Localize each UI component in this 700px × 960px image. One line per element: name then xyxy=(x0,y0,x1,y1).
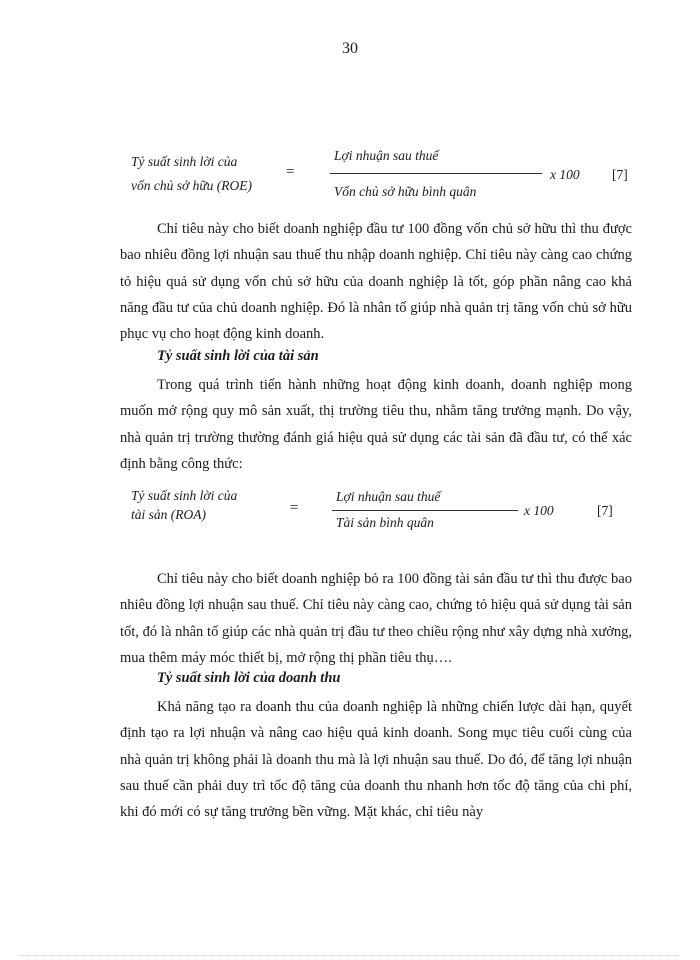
heading-roa: Tỷ suất sinh lời của tài sản xyxy=(157,348,319,364)
formula-roe-reference: [7] xyxy=(612,167,628,182)
paragraph-roa-intro: Trong quá trình tiến hành những hoạt động kinh doanh, doanh nghiệp mong muốn mở rộng quy mô sản xuất, thị trường tiêu thu, nhằm tăng trưởng mạnh. Do vậy, nhà quản trị trường thường đánh giá hiệu quả sử dụng các tài sản đã đầu tư, có thể xác định bằng công thức: xyxy=(120,377,632,472)
formula-roe-denominator: Vốn chủ sở hữu bình quân xyxy=(334,184,477,199)
formula-roa-denominator: Tài sản bình quân xyxy=(336,515,434,530)
page-number: 30 xyxy=(342,40,358,57)
formula-roe-label-line1: Tỷ suất sinh lời của xyxy=(131,154,238,169)
formula-roa-label xyxy=(131,486,237,524)
formula-roe xyxy=(0,150,700,210)
formula-roa xyxy=(0,486,700,546)
formula-roe-label-line2: vốn chủ sở hữu (ROE) xyxy=(131,178,253,193)
heading-ros: Tỷ suất sinh lời của doanh thu xyxy=(157,670,341,686)
formula-roa-numerator: Lợi nhuận sau thuế xyxy=(336,489,441,504)
formula-roa-label-line2: tài sản (ROA) xyxy=(131,507,206,522)
formula-roa-label-line1: Tỷ suất sinh lời của xyxy=(131,488,238,503)
paragraph-roe: Chỉ tiêu này cho biết doanh nghiệp đầu tư 100 đồng vốn chủ sở hữu thì thu được bao nhiêu đồng lợi nhuận sau thuế thu nhập doanh nghiệp. Chỉ tiêu này càng cao chứng tỏ hiệu quả sử dụng vốn chủ sở hữu của doanh nghiệp là tốt, góp phần nâng cao khả năng đầu tư của chủ doanh nghiệp. Đó là nhân tố giúp nhà quản trị tăng vốn chủ sở hữu phục vụ cho hoạt động kinh doanh. xyxy=(120,221,632,343)
formula-roe-numerator: Lợi nhuận sau thuế xyxy=(334,148,439,163)
formula-roe-multiplier: x 100 xyxy=(550,167,580,182)
page-bottom-rule xyxy=(20,955,680,956)
formula-roa-reference: [7] xyxy=(597,503,613,518)
paragraph-roa: Chỉ tiêu này cho biết doanh nghiệp bỏ ra 100 đồng tài sản đầu tư thì thu được bao nhiêu đồng lợi nhuận sau thuế. Chỉ tiêu này càng cao, chứng tỏ hiệu quả sử dụng tài sản tốt, đó là nhân tố giúp các nhà quản trị đầu tư theo chiều rộng như xây dựng nhà xưởng, mua thêm máy móc thiết bị, mở rộng thị phần tiêu thụ…. xyxy=(120,571,632,666)
formula-roe-label xyxy=(131,150,252,198)
formula-roa-equals: = xyxy=(290,500,299,516)
formula-roe-equals: = xyxy=(286,164,295,180)
formula-roe-fraction-line xyxy=(330,173,542,174)
paragraph-ros: Khả năng tạo ra doanh thu của doanh nghiệp là những chiến lược dài hạn, quyết định tạo ra lợi nhuận và nâng cao hiệu quả kinh doanh. Song mục tiêu cuối cùng của nhà quản trị không phải là doanh thu mà là lợi nhuận sau thuế. Do đó, để tăng lợi nhuận sau thuế cần phải duy trì tốc độ tăng của doanh thu nhanh hơn tốc độ tăng của chi phí, khi đó mới có sự tăng trưởng bền vững. Mặt khác, chỉ tiêu này xyxy=(120,699,632,821)
formula-roa-fraction-line xyxy=(332,510,518,511)
formula-roa-multiplier: x 100 xyxy=(524,503,554,518)
